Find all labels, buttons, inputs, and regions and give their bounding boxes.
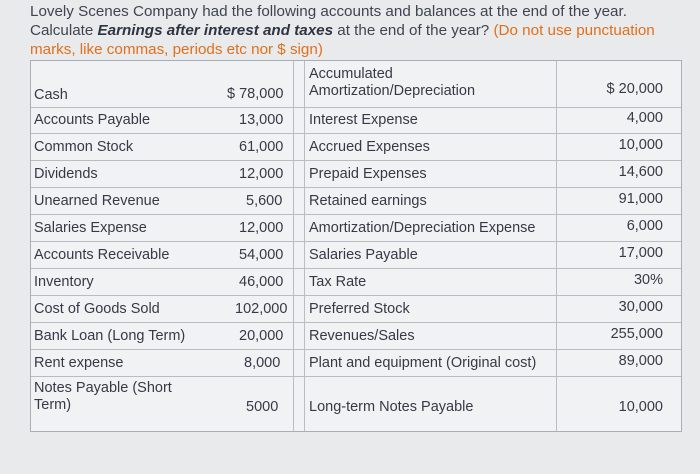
account-value: 89,000 — [618, 353, 663, 369]
account-value: 102,000 — [235, 301, 288, 317]
account-name: Cash — [34, 87, 68, 103]
account-value: 20,000 — [239, 328, 284, 344]
account-name: Rent expense — [34, 355, 124, 371]
table-row — [31, 377, 681, 431]
account-value: 12,000 — [239, 166, 284, 182]
account-name: Salaries Payable — [309, 247, 418, 263]
instruction-note-cont: marks, like commas, periods etc nor $ sign) — [30, 41, 323, 58]
account-name: Bank Loan (Long Term) — [34, 328, 186, 344]
question-emphasis: Earnings after interest and taxes — [97, 22, 334, 39]
account-name: Accounts Receivable — [34, 247, 170, 263]
table-row — [31, 242, 681, 269]
instruction-note: (Do not use punctuation — [493, 22, 655, 39]
table-row — [31, 323, 681, 350]
table-row — [31, 134, 681, 161]
account-name: Accounts Payable — [34, 112, 151, 128]
account-name: Revenues/Sales — [309, 328, 415, 344]
table-row — [31, 296, 681, 323]
table-row — [31, 215, 681, 242]
account-name: Accumulated — [309, 66, 393, 82]
question-line-3 — [30, 40, 690, 59]
account-name: Tax Rate — [309, 274, 367, 290]
account-name: Unearned Revenue — [34, 193, 160, 209]
account-name: Prepaid Expenses — [309, 166, 427, 182]
account-value: 255,000 — [610, 326, 663, 342]
question-line-1: Lovely Scenes Company had the following accounts and balances at the end of the year. — [30, 3, 627, 20]
account-value: 54,000 — [239, 247, 284, 263]
question-text — [30, 2, 690, 59]
account-value: 17,000 — [618, 245, 663, 261]
account-name: Accrued Expenses — [309, 139, 430, 155]
account-value: 10,000 — [618, 399, 663, 415]
account-value: 8,000 — [244, 355, 281, 371]
account-value: 6,000 — [626, 218, 663, 234]
account-name: Retained earnings — [309, 193, 427, 209]
account-value: $ 78,000 — [227, 86, 284, 102]
account-value: 46,000 — [239, 274, 284, 290]
table-row — [31, 61, 681, 108]
account-name: Preferred Stock — [309, 301, 410, 317]
account-name: Amortization/Depreciation Expense — [309, 220, 536, 236]
account-value: 61,000 — [239, 139, 284, 155]
account-value: 91,000 — [618, 191, 663, 207]
account-name: Common Stock — [34, 139, 134, 155]
table-row — [31, 269, 681, 296]
account-name: Plant and equipment (Original cost) — [309, 355, 537, 371]
account-name: Cost of Goods Sold — [34, 301, 160, 317]
account-value: 12,000 — [239, 220, 284, 236]
account-name: Amortization/Depreciation — [309, 83, 476, 99]
accounts-table — [30, 60, 682, 432]
table-row — [31, 107, 681, 134]
account-value: 13,000 — [239, 112, 284, 128]
table-row — [31, 188, 681, 215]
account-value: 14,600 — [618, 164, 663, 180]
account-value: 10,000 — [618, 137, 663, 153]
account-value: 5,600 — [246, 193, 283, 209]
account-name: Salaries Expense — [34, 220, 147, 236]
account-name: Inventory — [34, 274, 94, 290]
account-value: 30,000 — [618, 299, 663, 315]
account-name: Interest Expense — [309, 112, 418, 128]
account-name: Dividends — [34, 166, 98, 182]
account-name: Notes Payable (Short — [34, 380, 172, 396]
account-name-cont: Term) — [34, 397, 72, 413]
account-name: Long-term Notes Payable — [309, 399, 474, 415]
account-value: 4,000 — [626, 110, 663, 126]
account-value: 30% — [633, 272, 663, 288]
table-row — [31, 161, 681, 188]
table-row — [31, 350, 681, 377]
account-value: $ 20,000 — [606, 81, 663, 97]
account-value: 5000 — [246, 399, 279, 415]
question-line-2: Calculate Earnings after interest and taxes at the end of the year? (Do not use punctuation — [30, 22, 655, 39]
